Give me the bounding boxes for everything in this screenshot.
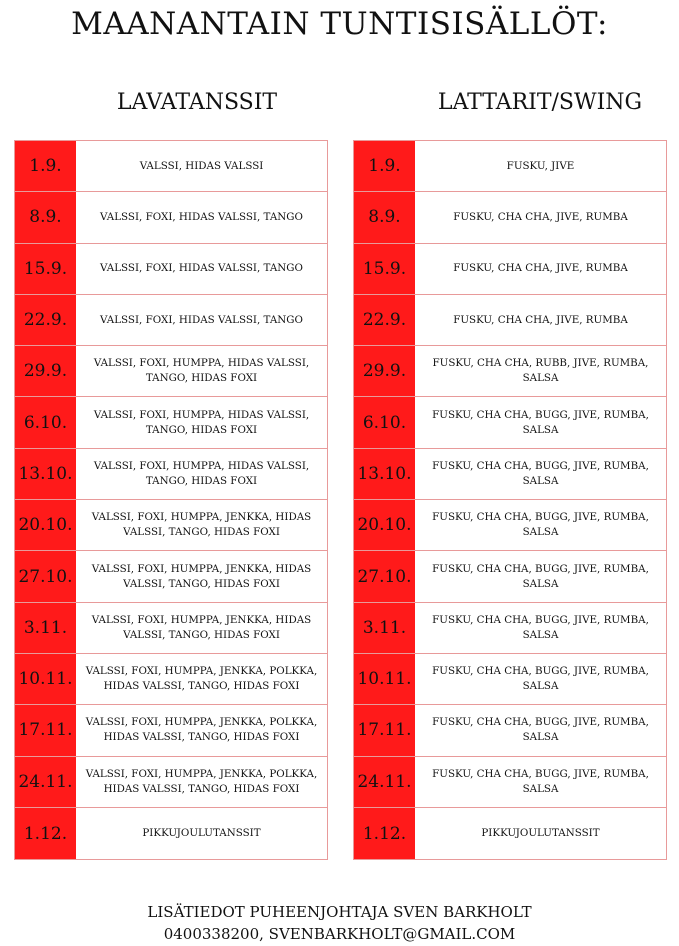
date-cell: 6.10. bbox=[354, 397, 415, 447]
date-cell: 6.10. bbox=[15, 397, 76, 447]
dances-cell: FUSKU, CHA CHA, JIVE, RUMBA bbox=[453, 210, 628, 223]
lattarit-swing-heading: LATTARIT/SWING bbox=[437, 90, 643, 115]
schedule-row bbox=[354, 295, 666, 346]
date-cell: 27.10. bbox=[15, 551, 76, 601]
dances-cell: VALSSI, FOXI, HUMPPA, JENKKA, POLKKA, HIDAS VALSSI, TANGO, HIDAS FOXI bbox=[85, 716, 318, 744]
schedule-row bbox=[354, 603, 666, 654]
dances-cell: FUSKU, CHA CHA, BUGG, JIVE, RUMBA, SALSA bbox=[432, 459, 649, 487]
date-cell: 27.10. bbox=[354, 551, 415, 601]
dances-cell: FUSKU, CHA CHA, RUBB, JIVE, RUMBA, SALSA bbox=[432, 357, 649, 385]
schedule-row bbox=[354, 654, 666, 705]
dances-cell: FUSKU, CHA CHA, BUGG, JIVE, RUMBA, SALSA bbox=[432, 613, 649, 641]
dances-cell: VALSSI, FOXI, HUMPPA, JENKKA, HIDAS VALSSI, TANGO, HIDAS FOXI bbox=[91, 511, 312, 539]
schedule-row bbox=[15, 757, 327, 808]
schedule-row bbox=[354, 192, 666, 243]
dances-cell: VALSSI, HIDAS VALSSI bbox=[139, 159, 264, 172]
date-cell: 24.11. bbox=[15, 757, 76, 807]
dances-cell: FUSKU, CHA CHA, BUGG, JIVE, RUMBA, SALSA bbox=[432, 408, 649, 436]
lavatanssit-heading: LAVATANSSIT bbox=[116, 90, 278, 115]
schedule-row bbox=[15, 244, 327, 295]
dances-cell: VALSSI, FOXI, HUMPPA, JENKKA, POLKKA, HIDAS VALSSI, TANGO, HIDAS FOXI bbox=[85, 767, 318, 795]
page-title: MAANANTAIN TUNTISISÄLLÖT: bbox=[71, 6, 608, 42]
schedule-row bbox=[15, 500, 327, 551]
schedule-row bbox=[15, 295, 327, 346]
dances-cell: FUSKU, CHA CHA, BUGG, JIVE, RUMBA, SALSA bbox=[432, 767, 649, 795]
date-cell: 3.11. bbox=[354, 603, 415, 653]
date-cell: 1.9. bbox=[354, 141, 415, 191]
schedule-row bbox=[15, 654, 327, 705]
schedule-row bbox=[354, 244, 666, 295]
schedule-row bbox=[354, 346, 666, 397]
date-cell: 17.11. bbox=[15, 705, 76, 755]
date-cell: 1.12. bbox=[15, 808, 76, 859]
dances-cell: PIKKUJOULUTANSSIT bbox=[481, 827, 600, 839]
date-cell: 8.9. bbox=[354, 192, 415, 242]
contact-info-line: LISÄTIEDOT PUHEENJOHTAJA SVEN BARKHOLT bbox=[147, 903, 532, 921]
date-cell: 15.9. bbox=[354, 244, 415, 294]
dances-cell: FUSKU, CHA CHA, JIVE, RUMBA bbox=[453, 313, 628, 326]
dances-cell: VALSSI, FOXI, HIDAS VALSSI, TANGO bbox=[100, 210, 303, 223]
schedule-row bbox=[354, 141, 666, 192]
dances-cell: PIKKUJOULUTANSSIT bbox=[142, 827, 261, 839]
date-cell: 29.9. bbox=[15, 346, 76, 396]
date-cell: 13.10. bbox=[15, 449, 76, 499]
schedule-row bbox=[15, 141, 327, 192]
date-cell: 20.10. bbox=[15, 500, 76, 550]
schedule-row bbox=[354, 500, 666, 551]
dances-cell: VALSSI, FOXI, HIDAS VALSSI, TANGO bbox=[100, 262, 303, 275]
schedule-row bbox=[15, 346, 327, 397]
dances-cell: VALSSI, FOXI, HIDAS VALSSI, TANGO bbox=[100, 313, 303, 326]
date-cell: 24.11. bbox=[354, 757, 415, 807]
date-cell: 1.9. bbox=[15, 141, 76, 191]
dances-cell: VALSSI, FOXI, HUMPPA, JENKKA, HIDAS VALSSI, TANGO, HIDAS FOXI bbox=[91, 613, 312, 641]
dances-cell: FUSKU, CHA CHA, BUGG, JIVE, RUMBA, SALSA bbox=[432, 716, 649, 744]
dances-cell: FUSKU, CHA CHA, BUGG, JIVE, RUMBA, SALSA bbox=[432, 511, 649, 539]
dances-cell: VALSSI, FOXI, HUMPPA, HIDAS VALSSI, TANGO, HIDAS FOXI bbox=[93, 459, 310, 487]
lavatanssit-schedule-table bbox=[14, 140, 328, 860]
schedule-row bbox=[15, 192, 327, 243]
date-cell: 29.9. bbox=[354, 346, 415, 396]
schedule-row bbox=[354, 397, 666, 448]
schedule-row bbox=[15, 449, 327, 500]
date-cell: 22.9. bbox=[354, 295, 415, 345]
dances-cell: FUSKU, CHA CHA, BUGG, JIVE, RUMBA, SALSA bbox=[432, 665, 649, 693]
dances-cell: VALSSI, FOXI, HUMPPA, HIDAS VALSSI, TANGO, HIDAS FOXI bbox=[93, 357, 310, 385]
date-cell: 10.11. bbox=[354, 654, 415, 704]
date-cell: 20.10. bbox=[354, 500, 415, 550]
dances-cell: VALSSI, FOXI, HUMPPA, JENKKA, POLKKA, HIDAS VALSSI, TANGO, HIDAS FOXI bbox=[85, 665, 318, 693]
schedule-row bbox=[15, 551, 327, 602]
dances-cell: FUSKU, CHA CHA, JIVE, RUMBA bbox=[453, 262, 628, 275]
lattarit-schedule-table bbox=[353, 140, 667, 860]
dances-cell: VALSSI, FOXI, HUMPPA, JENKKA, HIDAS VALSSI, TANGO, HIDAS FOXI bbox=[91, 562, 312, 590]
schedule-row bbox=[15, 603, 327, 654]
dances-cell: VALSSI, FOXI, HUMPPA, HIDAS VALSSI, TANGO, HIDAS FOXI bbox=[93, 408, 310, 436]
schedule-row bbox=[15, 808, 327, 859]
date-cell: 17.11. bbox=[354, 705, 415, 755]
schedule-row bbox=[354, 449, 666, 500]
dances-cell: FUSKU, JIVE bbox=[506, 159, 575, 172]
date-cell: 15.9. bbox=[15, 244, 76, 294]
date-cell: 1.12. bbox=[354, 808, 415, 859]
date-cell: 13.10. bbox=[354, 449, 415, 499]
date-cell: 8.9. bbox=[15, 192, 76, 242]
schedule-row bbox=[15, 705, 327, 756]
date-cell: 10.11. bbox=[15, 654, 76, 704]
schedule-row bbox=[354, 757, 666, 808]
schedule-row bbox=[354, 808, 666, 859]
schedule-row bbox=[354, 705, 666, 756]
date-cell: 22.9. bbox=[15, 295, 76, 345]
contact-phone-email: 0400338200, SVENBARKHOLT@GMAIL.COM bbox=[163, 925, 516, 943]
date-cell: 3.11. bbox=[15, 603, 76, 653]
schedule-row bbox=[15, 397, 327, 448]
schedule-row bbox=[354, 551, 666, 602]
dances-cell: FUSKU, CHA CHA, BUGG, JIVE, RUMBA, SALSA bbox=[432, 562, 649, 590]
